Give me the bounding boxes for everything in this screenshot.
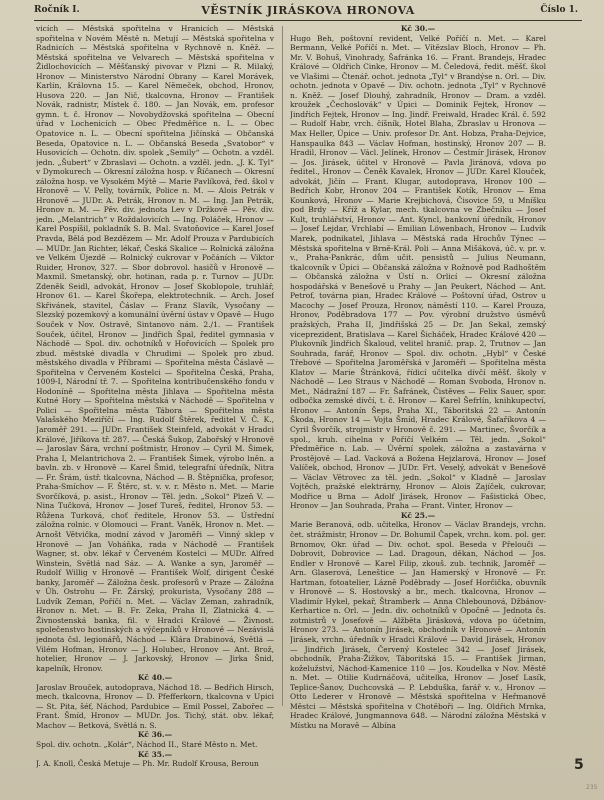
- section-heading-kc25: Kč 25.—: [400, 510, 436, 520]
- volume-label: Ročník I.: [34, 5, 80, 15]
- page-number: 5: [574, 757, 584, 773]
- donor-list-kc35: J. A. Knoll, Česká Metuje — Ph. Mr. Rudolf Krousa, Beroun: [36, 759, 259, 769]
- section-heading-kc36: Kč 36.—: [137, 730, 173, 740]
- column-divider: [282, 26, 283, 706]
- section-heading-kc40: Kč 40.—: [137, 673, 173, 683]
- section-heading-kc35: Kč 35.—: [137, 749, 173, 759]
- donor-list-kc30: Hugo Beh, poštovní revident, Velké Poříčí n. Met. — Karel Bermann, Velké Poříčí n. Met. — Vítězslav Bloch, Hronov — Ph. Mr. V. Bohuš, Vinohrady, Šafránka 16. — Frant. Brandejs, Hradec Králové — Oldřich Cinke, Hronov — M. Čeledová, ředit. měšť. škol ve Vlašimi — Čtenář. ochot. jednota „Tyl“ v Brandýse n. Orl. — Div. ochotn. jednota v Opavě — Div. ochotn. jednota „Tyl“ v Rychnově n. Kněž. — Josef Dlouhý, zahradník, Hronov — Dram. a vzděl. kroužek „Čechoslovák“ v Úpici — Dominik Fejtek, Hronov — Jindřich Fejtek, Hronov — Ing. Jindř. Freiwald, Hradec Král. č. 592 — Rudolf Habr, vrch. číšník, Hotel Blaha, Zbraslav u Hronova — Max Heller, Úpice — Univ. profesor Dr. Ant. Hobza, Praha-Dejvice, Hanspaulka 843 — Václav Hofman, hostinský, Hronov 207 — B. Hradil, Hronov — Václ. Jelínek, Hronov — Čestmír Jirásek, Hronov — Jos. Jirásek, účitel v Hronově — Pavla Jiránová, vdova po ředitel., Hronov — Čeněk Kavalek, Hronov — JUDr. Karel Klouček, advokát, Jičín — Frant. Klugar, autodoprava, Hronov 100 — Bedřich Kobr, Hronov 204 — František Kotík, Hronov — Ema Kounková, Hronov — Marie Krejbichová, Čisovice 59, u Mníšku pod Brdy — Kříž a Kylar, mech. tkalcovna ve Zbečníku — Josef Kult, truhlářství, Hronov — Ant. Kyncl, bankovní úředník, Hronov — Josef Lejdar, Vrchlabí — Emilian Löwenbach, Hronov — Ludvík Marek, podnikatel, Jihlava — Městská rada Hrochův Týnec — Městská spořitelna v Brně-Král. Poli — Anna Mišáková, úč. v. pr. v. v., Praha-Pankrác, dům učit. pensistů — Julius Neumann, tkalcovník v Úpici — Občanská záložna v Rožnově pod Radhoštěm — Občanská záložna v Ústí n. Orlicí — Okresní záložna hospodářská v Benešově u Prahy — Jan Peukert, Náchod — Ant. Petrof, továrna pian, Hradec Králové — Poštovní úřad, Ostrov u Macochy — Josef Prouza, Hronov, náměstí 110. — Karel Prouza, Hronov, Poděbradova 177 — Pov. výrobní družstvo úsměvů pražských, Praha II, Jindřišská 25 — Dr. Jan Sekal, zemský viceprezident, Bratislava — Karel Šicháček, Hradec Králové 420 — Plukovník Jindřich Škaloud, velitel hranič. prap. 2, Trutnov — Jan Souhrada, farář, Hronov — Spol. div. ochotn. „Hybl“ v České Třebové — Spořitelna Jaroměřská v Jaroměři — Spořitelna města Klatov — Marie Štránková, řídicí učitelka dívčí měšť. školy v Náchodě — Leo Straus v Náchodě — Roman Svoboda, Hronov n. Met., Nádražní 187 — Fr. Šafránek, Čistěves — Felix Sauer, spor. odbočka zemské dívčí, t. č. Hronov — Karel Šefrlín, knihkupectví, Hronov — Antonín Šeps, Praha XI., Táboritská 22 — Antonín Škoda, Hronov 14 — Vojta Šmíd, Hradec Králové, Šafaříkova 4 — Cyril Švorčík, strojmistr v Hronově č. 291. — Martinec, Švorčík a spol., kruh. cihelna v Poříčí Velkém — Těl. jedn. „Sokol“ Předměřice n. Lab. — Úvěrní spolek, záložna a zastavárna v Prostějově — Lad. Vacková a Božena Hejzlarová, Hronov — Josef Valíček, obchod, Hronov — JUDr. Frt. Veselý, advokát v Benešově — Václav Větrovec za těl. jedn. „Sokol“ v Kladně — Jaroslav Vojtěch, pražské elektrárny, Hronov — Alois Zajíček, cukrovar, Modřice u Brna — Adolf Jirásek, Hronov — Fašistická Obec, Hronov — Jan Souhrada, Praha — Frant. Vinter, Hronov —: [290, 33, 546, 511]
- donor-list-kc36: Spol. div. ochotn. „Kolár“, Náchod II., Staré Město n. Met.: [36, 740, 258, 750]
- donor-list-kc40: Jaroslav Brouček, autodoprava, Náchod 18. — Bedřich Hirsch, mech. tkalcovna, Hronov — D. Pfefferkorn, tkalcovna v Upici — St. Pita, šéf, Náchod, Pardubice — Emil Possel, Zabořec — Frant. Šmíd, Hronov — MUDr. Jos. Tichý, stát. obv. lékař, Machov — Betková, Světlá n. S.: [36, 682, 274, 730]
- right-column: [290, 24, 546, 788]
- page-header: [34, 4, 582, 21]
- donor-list-intro: vicích — Městská spořitelna v Hranicích — Městská spořitelna v Novém Městě n. Metují — Městská spořitelna v Radnicích — Městská spořitelna v Rychnově n. Kněž. — Městská spořitelna ve Velvarech — Městská spořitelna v Židlochovicích — Měšťanský pivovar v Plzni — R. Milaký, Hronov — Ministerstvo Národní Obrany — Karel Morávek, Karlín, Královna 15. — Karel Němeček, obchod, Hronov, Husova 220. — Jan Nič, tkalcovna, Hronov — František Novák, radnistr, Místek č. 180. — Jan Novák, em. profesor gymn. t. č. Hronov — Novobydžovská spořitelna — Obecní úřad v Lochenicích — Obec Předměřice n. L. — Obec Opatovice n. L. — Obecní spořitelna Jičínská — Občanská Beseda, Opatovice n. L. — Občanská Beseda „Svatobor“ v Husovicích — Ochotn. div. spolek „Semily“ — Ochotn. a vzděl. jedn. „Šubert“ v Zbraslavi — Ochotn. a vzděl. jedn. „J. K. Tyl“ v Dymokurech — Okresní záložna hosp. v Říčanech — Okresní záložna hosp. ve Vysokém Mýtě — Marie Pavlíková, řed. škol v Hronově — V. Pelly, továrník, Police n. M. — Alois Petrák v Hronově — JUDr. A. Petrák, Hronov n. M. — Ing. Jan Petrák, Hronov n. M. — Pěv. div. jednota Lev v Držkově — Pěv. div. jedn. „Melantrich“ v Roždalovicích — Ing. Poláček, Hronov — Karel Pospíšil, pokladník S. B. Mal. Svatoňovice — Karel Josef Pravda, Bělá pod Bezdězem — Mr. Adolf Prouza v Pardubicích — MUDr. Jan Richter, lékař, Česká Skalice — Rolnická záložna ve Velkém Újezdě — Rolnický cukrovar v Počáních — Viktor Ruider, Hronov, 327. — Sbor dobrovol. hasičů v Hronově — Maxmil. Smetanský, obr. hotinan, rada p. r. Turnov — JUDr. Zdeněk Seidl, advokát, Hronov — Josef Skoblopole, truhlář, Hronov 61. — Karel Škořepa, elektrotechnik. — Arch. Josef Skřivánek, stavitel, Čáslav — Franz Slavík, Vysočany — Slezský pozemkový a komunální úvěrní ústav v Opavě — Hugo Souček v Nov. Ostravě, Sintanovo nám. 2./1. — František Souček, účitel, Hronov — Jindřich Špal, ředitel gymnasia v Náchodě — Spol. div. ochotníků v Hořovicích — Spolek pro zbud. městské divadla v Chrudimi — Spolek pro zbud. městského divadla v Příbrami — Spořitelna města Čáslavě — Spořitelna v Červeném Kostelci — Spořitelna Česká, Praha, 1009-I, Národní tř. 7. — Spořitelna kontribučenského fondu v Hodoníně — Spořitelna města Jihlava — Spořitelna města Kutné Hory — Spořitelna městská v Náchodě — Spořitelna v Polici — Spořitelna města Tábora — Spořitelna města Valašského Meziříčí — Ing. Rudolf Štěrek, ředitel V. Č. K., Jaroměř 291. — JUDr. František Steinfeld, advokát v Hradci Králové, Jiříkova tř. 287. — Česká Šukop, Zabořský v Hronově — Jaroslav Šára, vrchní poštmistr, Hronov — Cyril M. Šimek, Praha I, Melantrichova 2. — František Šimek, výrobo lněn. a bavln. zb. v Hronově — Karel Šmid, telegrafní úředník, Nitra — Fr. Šrám, ústř. tkalcovna, Náchod — B. Štěpnička, profesor, Praha-Smíchov — F. Štěrc, st. v. v. r. Město n. Met. — Marie Svorčíková, p. asist., Hronov — Těl. jedn. „Sokol“ Plzeň V. — Nina Tučková, Hronov — Josef Tureš, ředitel, Hronov 53. — Růžena Turková, choť ředitele, Hronov 53. — Ústřední záložna rolnic. v Olomouci — Frant. Vaněk, Hronov n. Met. — Arnošt Větvička, modní závod v Jaroměři — Vinný sklep v Hronově — Jan Voháňka, rada v Náchodě — František Wagner, st. obv. lékař v Červeném Kostelci — MUDr. Alfred Winstein, Světlá nad Sáz. — A. Wanke a syn, Jaroměř — Rudolf Willig v Hronově — František Wolf, dirigent České banky, Jaroměř — Záložna česk. profesorů v Praze — Záložna v Úh. Ostrohu — Fr. Žárský, prokurista, Vysočany 288 — Ludvík Zeman, Poříčí n. Met. — Václav Zeman, zahradník, Hronov n. Met. — B. Fr. Zeka, Praha II, Zlatnická 4. — Živnostenská banka, fil. v Hradci Králové — Živnost. společenstvo hostinských a výčepníků v Hronově — Nezávislá jednota čsl. legionářů, Náchod — Klára Drabinová, Světlá — Vilém Hofman, Hronov — J. Holubec, Hronov — Ant. Brož, hotelier, Hronov — J. Jarkovský, Hronov — Jirka Šnid, kapelník, Hronov.: [36, 24, 274, 673]
- pencil-annotation: 235: [586, 784, 598, 791]
- issue-label: Číslo 1.: [540, 5, 578, 15]
- donor-list-kc25: Marie Beranová, odb. učitelka, Hronov — Václav Brandejs, vrchn. čet. strážmistr, Hronov — Dr. Bohumil Čapek, vrchn. kom. pol. ger. Brnomov, Okr. úřad — Div. ochot. spol. Beseda v Přelouči — Dobrovit, Dobrovice — Lad. Dragoun, děkan, Náchod — Jos. Endler v Hronově — Karel Filip, zkouš. zub. technik, Jaroměř — Arn. Glaserová, Leneštice — Jan Hamerský v Hronově — Fr. Hartman, fotoatelier, Lázně Poděbrady — Josef Horčička, obuvník v Hronově — S. Hostovský a br., mech. tkalcovna, Hronov — Vladimír Hykel, pekař, Štramberk — Anna Chlebounová, Džbánov-Kerhartice n. Orl. — Jedn. div. ochotníků v Opočně — Jednota čs. zotmistrů v Josefově — Alžběta Jirásková, vdova po účetním, Hronov 273. — Antonín Jirásek, obchodník v Hronově — Antonín Jirásek, vrchn. úředník v Hradci Králové — David Jirásek, Hronov — Jindřich Jirásek, Červený Kostelec 342 — Josef Jirásek, obchodník, Praha-Žižkov, Táboritská 15. — František Jirman, koželužství, Náchod-Kamenice 110 — Jos. Koudelka v Nov. Městě n. Met. — Otilie Kudrnáčová, učitelka, Hronov — Josef Lasík, Teplice-Šanov, Duchcovská — P. Lebduška, farář v. v., Hronov — Otto Lederer v Hronově — Městská spořitelna v Heřmanově Městci — Městská spořitelna v Chotěboři — Ing. Oldřich Mrnka, Hradec Králové, Jungmannova 648. — Národní záložna Městská v Místku na Moravě — Albína: [290, 520, 546, 730]
- publication-title: VĚSTNÍK JIRÁSKOVA HRONOVA: [201, 4, 415, 17]
- section-heading-kc30: Kč 30.—: [400, 24, 436, 33]
- left-column: [36, 24, 274, 788]
